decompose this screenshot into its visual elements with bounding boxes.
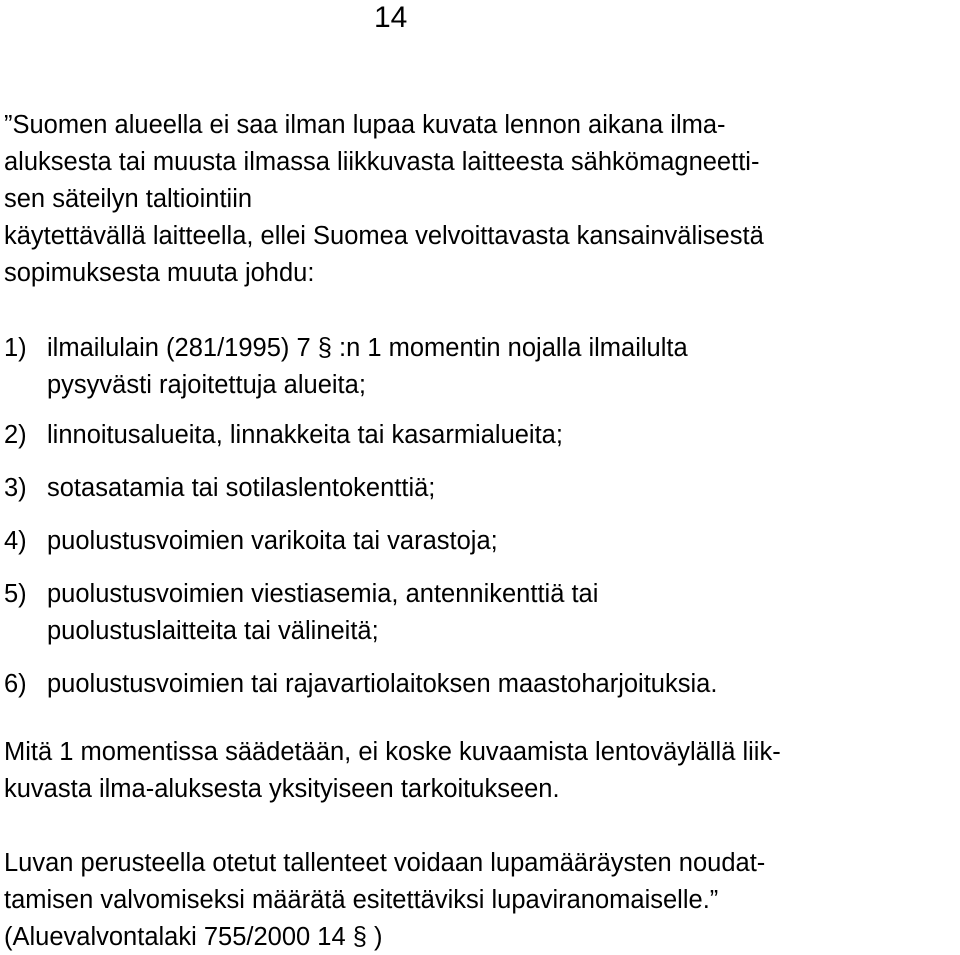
quote-line: ”Suomen alueella ei saa ilman lupaa kuvata lennon aikana ilma- — [4, 111, 726, 139]
list-item-number: 3) — [4, 474, 27, 502]
quote-line: käytettävällä laitteella, ellei Suomea velvoittavasta kansainvälisestä — [4, 222, 764, 250]
list-item-number: 6) — [4, 670, 27, 698]
paragraph-line: tamisen valvomiseksi määrätä esitettäviksi lupaviranomaiselle.” — [4, 886, 719, 914]
list-item-number: 2) — [4, 421, 27, 449]
list-item-text: ilmailulain (281/1995) 7 § :n 1 momentin nojalla ilmailulta — [47, 334, 688, 362]
quote-line: sopimuksesta muuta johdu: — [4, 259, 315, 287]
list-item-text: puolustusvoimien varikoita tai varastoja; — [47, 527, 498, 555]
list-item-text: puolustusvoimien viestiasemia, antennikenttiä tai — [47, 580, 599, 608]
list-item-number: 1) — [4, 334, 27, 362]
list-item-text: sotasatamia tai sotilaslentokenttiä; — [47, 474, 436, 502]
list-item-number: 4) — [4, 527, 27, 555]
paragraph-line: kuvasta ilma-aluksesta yksityiseen tarkoitukseen. — [4, 775, 560, 803]
list-item-text: pysyvästi rajoitettuja alueita; — [47, 371, 366, 399]
list-item-text: puolustusvoimien tai rajavartiolaitoksen maastoharjoituksia. — [47, 670, 718, 698]
paragraph-line: Luvan perusteella otetut tallenteet voidaan lupamääräysten noudat- — [4, 849, 766, 877]
list-item-number: 5) — [4, 580, 27, 608]
quote-line: sen säteilyn taltiointiin — [4, 185, 253, 213]
list-item-text: linnoitusalueita, linnakkeita tai kasarmialueita; — [47, 421, 563, 449]
quote-line: aluksesta tai muusta ilmassa liikkuvasta laitteesta sähkömagneetti- — [4, 148, 760, 176]
page-number: 14 — [374, 1, 408, 34]
paragraph-line: Mitä 1 momentissa säädetään, ei koske kuvaamista lentoväylällä liik- — [4, 738, 781, 766]
law-citation: (Aluevalvontalaki 755/2000 14 § ) — [4, 923, 383, 951]
list-item-text: puolustuslaitteita tai välineitä; — [47, 617, 379, 645]
